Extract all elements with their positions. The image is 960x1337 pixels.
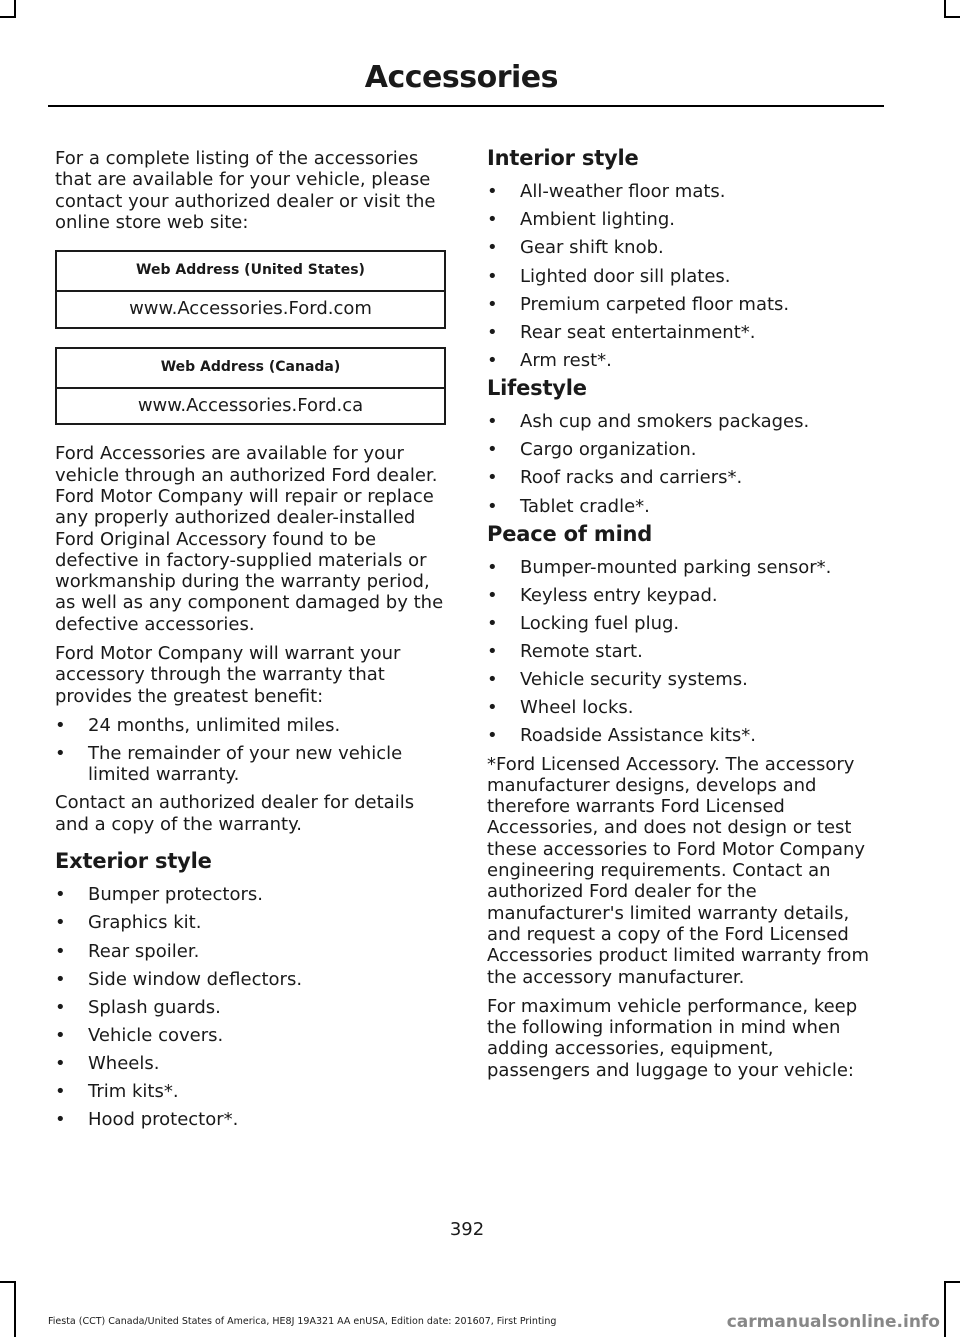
section-heading-interior: Interior style [487, 146, 639, 170]
section-heading-peace-of-mind: Peace of mind [487, 521, 653, 546]
intro-paragraph: For a complete listing of the accessories that are available for your vehicle, please contact your authorized dealer or visit the online store web site: [55, 148, 436, 233]
section-heading-exterior: Exterior style [55, 849, 212, 874]
performance-note: For maximum vehicle performance, keep the following information in mind when adding accessories, equipment, passengers and luggage to your vehicle: [487, 995, 858, 1081]
list-item: • Rear spoiler. [55, 941, 447, 962]
list-item: • Locking fuel plug. [487, 613, 882, 634]
warranty-list [55, 715, 447, 786]
availability-paragraph: Ford Accessories are available for your vehicle through an authorized Ford dealer. Ford Motor Company will repair or replace any properly authorized dealer-installed Ford Original Accessory found to be defective in factory-supplied materials or workmanship during the warranty period, as well as any component damaged by the defective accessories. [55, 443, 444, 635]
crop-mark [14, 1281, 16, 1337]
table-header: Web Address (United States) [57, 252, 444, 292]
warranty-paragraph: Ford Motor Company will warrant your accessory through the warranty that provides the greatest benefit: [55, 643, 401, 707]
right-column [487, 148, 882, 1089]
list-item: • Graphics kit. [55, 912, 447, 933]
list-item: • Cargo organization. [487, 439, 882, 460]
peace-of-mind-list [487, 557, 882, 747]
table-cell: www.Accessories.Ford.ca [137, 395, 364, 417]
crop-mark [14, 0, 16, 16]
page-number: 392 [449, 1219, 485, 1240]
list-item: • Premium carpeted floor mats. [487, 294, 882, 315]
list-item: • Hood protector*. [55, 1109, 447, 1130]
web-address-canada-table [55, 347, 446, 426]
list-item: • Wheel locks. [487, 697, 882, 718]
exterior-list [55, 884, 447, 1130]
list-item: • Keyless entry keypad. [487, 585, 882, 606]
list-item: • Side window deflectors. [55, 969, 447, 990]
interior-list [487, 181, 882, 371]
web-address-us-table [55, 250, 446, 329]
crop-mark [944, 1281, 960, 1283]
table-header: Web Address (Canada) [57, 349, 444, 389]
licensed-accessory-note: *Ford Licensed Accessory. The accessory manufacturer designs, develops and therefore warrants Ford Licensed Accessories, and does not design or test these accessories to Ford Motor Company engineering requirements. Contact an authorized Ford dealer for the manufacturer's limited warranty details, and request a copy of the Ford Licensed Accessories product limited warranty from the accessory manufacturer. [487, 753, 869, 988]
list-item: • Trim kits*. [55, 1081, 447, 1102]
contact-paragraph: Contact an authorized dealer for details and a copy of the warranty. [55, 792, 415, 835]
list-item: • Remote start. [487, 641, 882, 662]
list-item: • Roadside Assistance kits*. [487, 725, 882, 746]
list-item: • All-weather floor mats. [487, 181, 882, 202]
list-item: • Splash guards. [55, 997, 447, 1018]
left-column [55, 148, 447, 1137]
list-item: • Ash cup and smokers packages. [487, 411, 882, 432]
watermark: carmanualsonline.info [726, 1312, 940, 1332]
crop-mark [944, 0, 946, 16]
crop-mark [0, 16, 16, 18]
lifestyle-list [487, 411, 882, 517]
list-item: • Tablet cradle*. [487, 496, 882, 517]
page-title: Accessories [364, 60, 558, 95]
list-item: • The remainder of your new vehicle limited warranty. [55, 743, 447, 786]
header-divider [48, 105, 884, 107]
list-item: • 24 months, unlimited miles. [55, 715, 447, 736]
crop-mark [944, 16, 960, 18]
list-item: • Lighted door sill plates. [487, 266, 882, 287]
list-item: • Gear shift knob. [487, 237, 882, 258]
list-item: • Roof racks and carriers*. [487, 467, 882, 488]
crop-mark [944, 1281, 946, 1337]
crop-mark [0, 1281, 16, 1283]
table-cell: www.Accessories.Ford.com [129, 298, 372, 320]
list-item: • Vehicle security systems. [487, 669, 882, 690]
list-item: • Rear seat entertainment*. [487, 322, 882, 343]
section-heading-lifestyle: Lifestyle [487, 375, 587, 400]
footer-edition-info: Fiesta (CCT) Canada/United States of America, HE8J 19A321 AA enUSA, Edition date: 201607, First Printing [48, 1316, 557, 1327]
list-item: • Bumper protectors. [55, 884, 447, 905]
list-item: • Bumper-mounted parking sensor*. [487, 557, 882, 578]
list-item: • Arm rest*. [487, 350, 882, 371]
list-item: • Wheels. [55, 1053, 447, 1074]
list-item: • Ambient lighting. [487, 209, 882, 230]
list-item: • Vehicle covers. [55, 1025, 447, 1046]
